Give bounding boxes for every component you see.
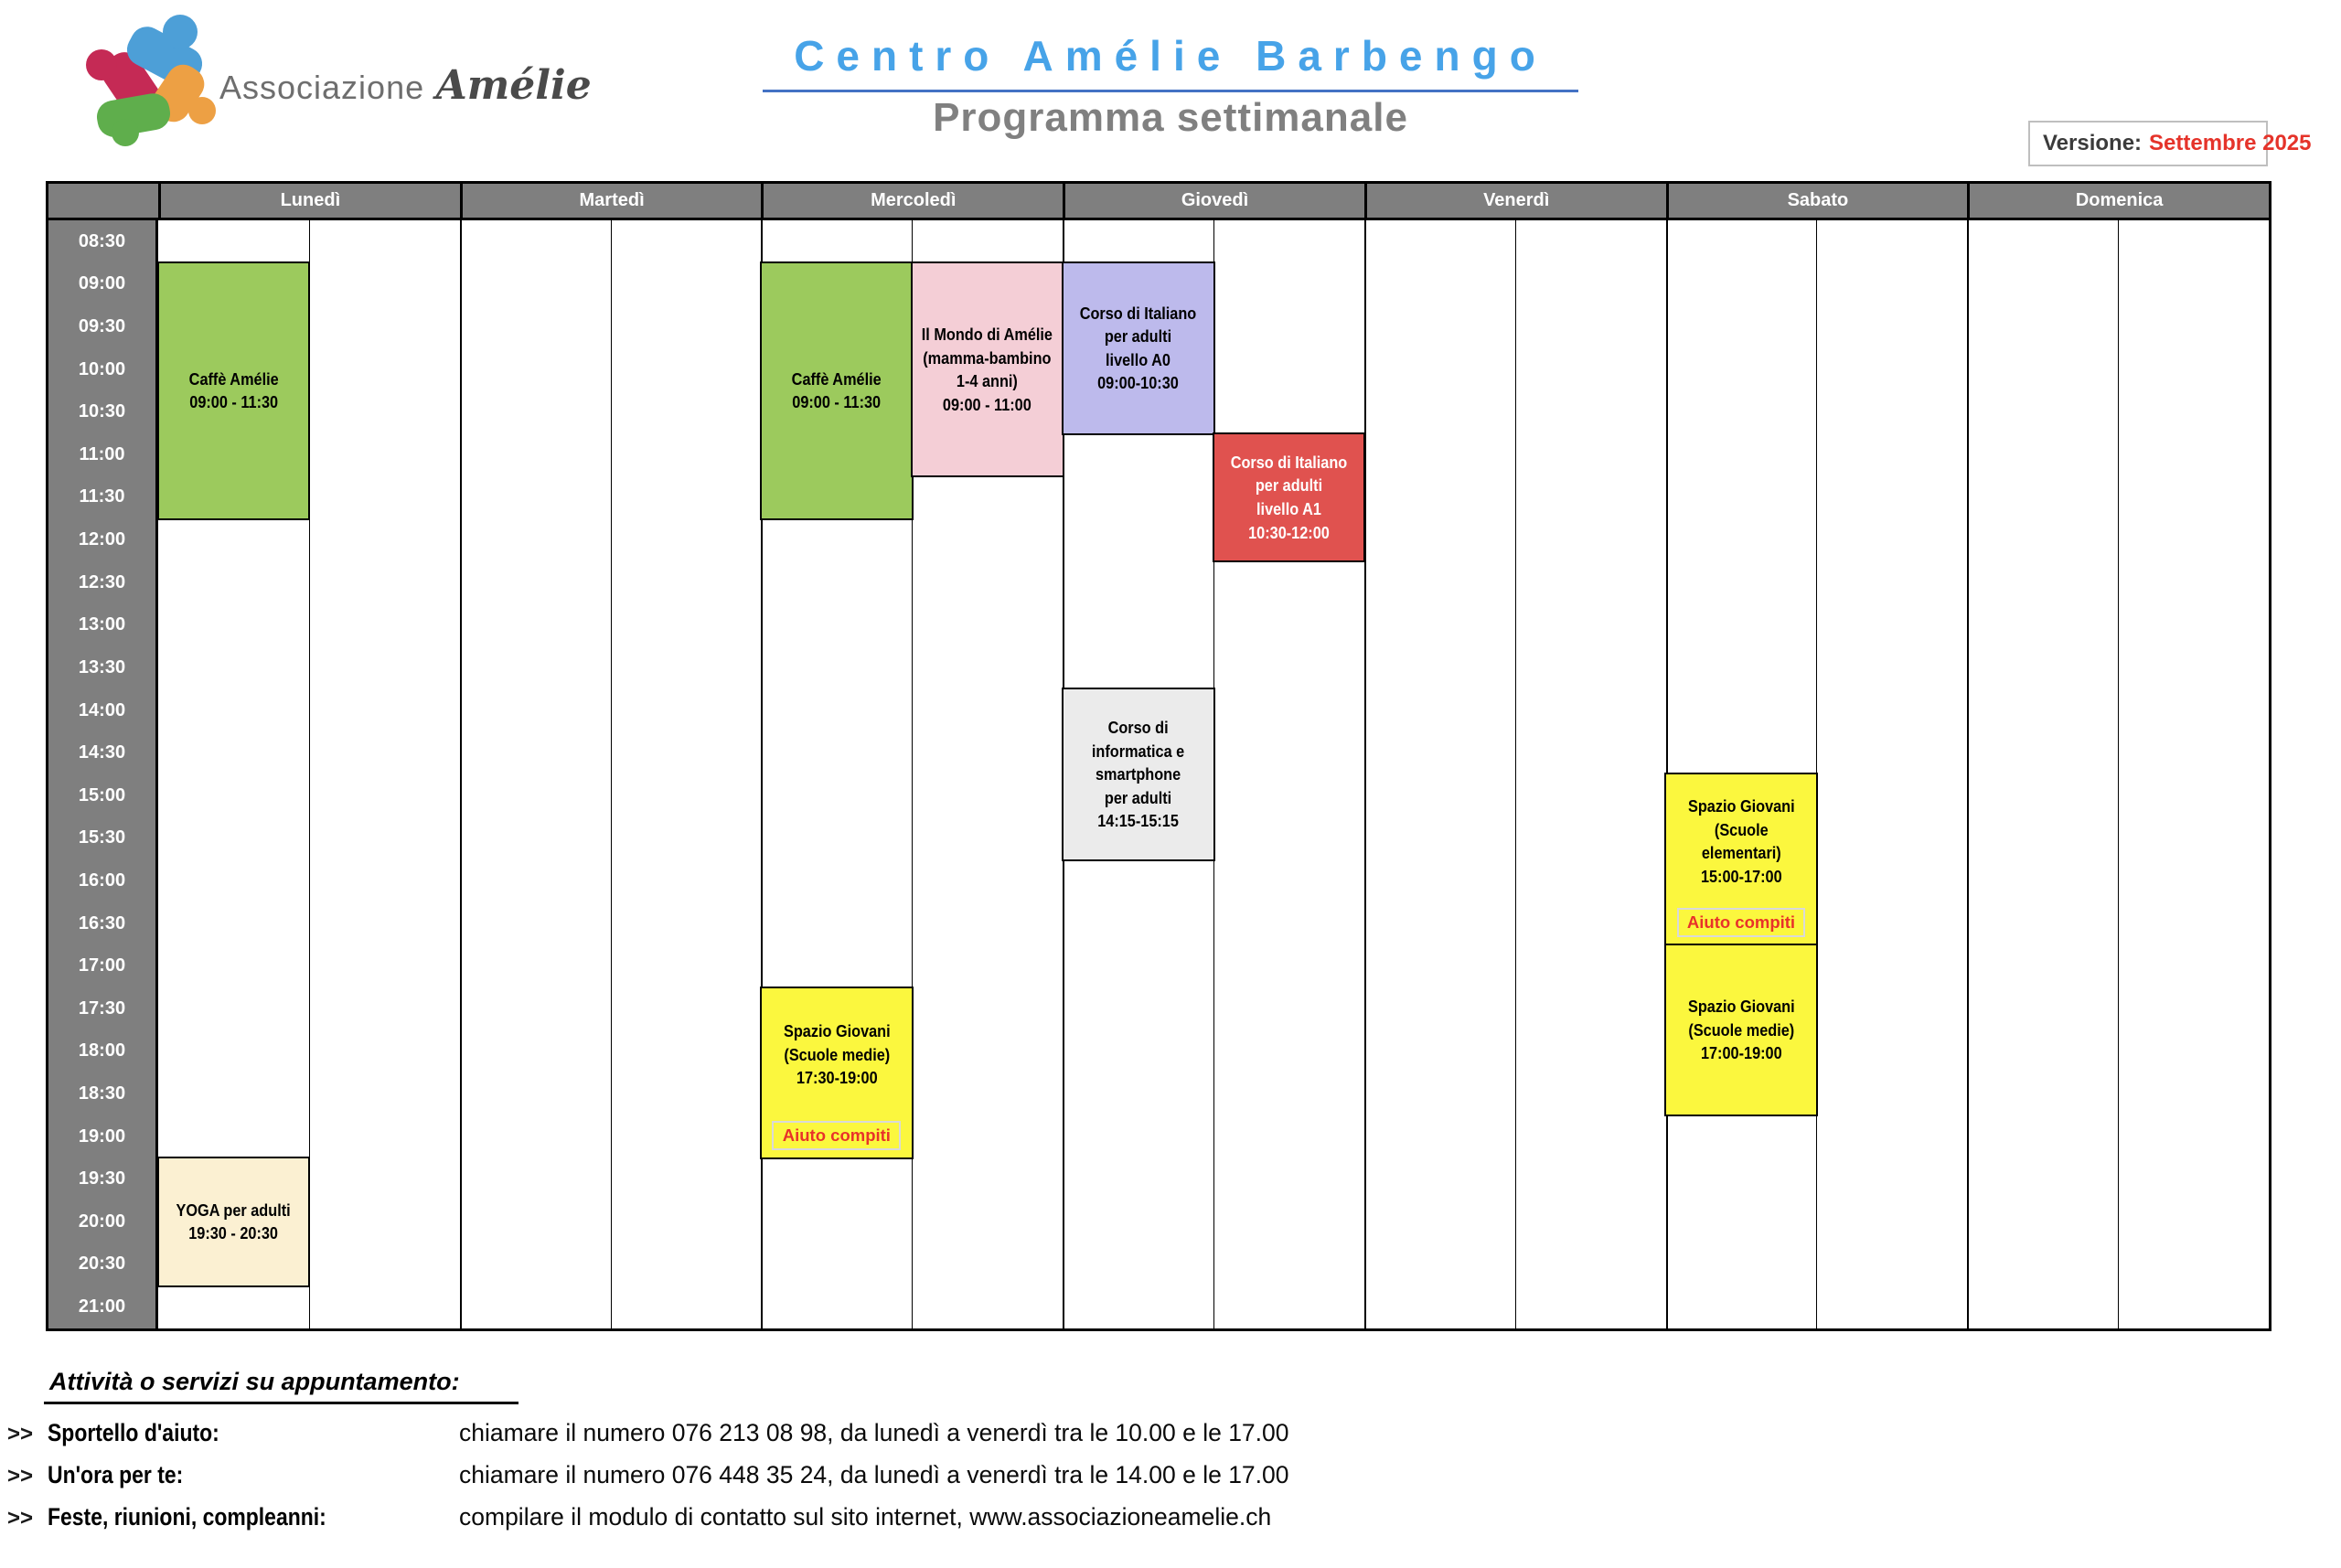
- day-boundary-line: [460, 220, 611, 1328]
- day-header-3: Mercoledì: [761, 184, 1063, 218]
- appointment-label: Un'ora per te:: [48, 1461, 184, 1488]
- event-text: Caffè Amélie 09:00 - 11:30: [188, 368, 279, 412]
- event-italiano-a0-giovedi: [1062, 261, 1215, 434]
- appointments-section: [7, 1368, 1470, 1545]
- event-informatica-giovedi: [1062, 688, 1215, 860]
- weekly-schedule-grid: [46, 181, 2272, 1331]
- day-boundary-line: [1967, 220, 2118, 1328]
- time-label: 17:30: [78, 997, 126, 1019]
- time-label: 09:00: [78, 273, 126, 294]
- event-text: Corso di informatica e smartphone per adulti 14:15-15:15: [1091, 718, 1185, 831]
- time-label: 08:30: [78, 230, 126, 251]
- time-label: 20:00: [78, 1211, 126, 1232]
- event-text: Il Mondo di Amélie (mamma-bambino 1-4 anni) 09:00 - 11:00: [922, 325, 1053, 414]
- appointments-rows: [7, 1419, 1470, 1531]
- page-subtitle: Programma settimanale: [933, 95, 1408, 140]
- time-label: 14:30: [78, 742, 126, 763]
- day-header-row: [48, 184, 2269, 220]
- brand-name-script: Amélie: [435, 62, 592, 109]
- day-mid-divider-line: [309, 220, 460, 1328]
- day-header-6: Sabato: [1666, 184, 1968, 218]
- version-label: Versione:: [2043, 131, 2143, 155]
- chevrons-icon: >>: [7, 1506, 34, 1531]
- time-label: 16:30: [78, 912, 126, 933]
- time-label: 19:00: [78, 1125, 126, 1147]
- time-column: [48, 220, 158, 1328]
- time-label: 11:30: [79, 486, 125, 507]
- time-label: 14:00: [78, 699, 126, 720]
- appointment-row-2: [7, 1461, 1470, 1489]
- page-title: Centro Amélie Barbengo: [763, 31, 1578, 92]
- event-text: Caffè Amélie 09:00 - 11:30: [791, 368, 882, 412]
- day-mid-divider-line: [1213, 220, 1364, 1328]
- event-caffe-amelie-mercoledi: [760, 261, 914, 520]
- day-header-7: Domenica: [1967, 184, 2269, 218]
- event-spazio-giovani-sabato-medie: [1664, 944, 1818, 1116]
- event-italiano-a1-giovedi: [1213, 432, 1366, 563]
- time-label: 18:00: [78, 1040, 126, 1061]
- time-label: 21:00: [78, 1296, 126, 1317]
- event-yoga-lunedi: [157, 1157, 311, 1287]
- time-label: 11:00: [79, 443, 125, 464]
- chevrons-icon: >>: [7, 1464, 34, 1488]
- time-label: 17:00: [78, 955, 126, 976]
- day-header-5: Venerdì: [1364, 184, 1666, 218]
- time-label: 10:00: [78, 358, 126, 379]
- aiuto-compiti-badge: Aiuto compiti: [1677, 908, 1806, 937]
- time-label: 12:30: [78, 571, 126, 592]
- event-text: Corso di Italiano per adulti livello A1 10:30-12:00: [1230, 452, 1348, 542]
- event-text: Spazio Giovani (Scuole medie) 17:30-19:00: [783, 1021, 891, 1088]
- event-text: YOGA per adulti 19:30 - 20:30: [176, 1200, 291, 1243]
- corner-cell: [48, 184, 158, 218]
- appointment-label: Sportello d'aiuto:: [48, 1419, 219, 1446]
- time-label: 09:30: [78, 316, 126, 337]
- day-header-4: Giovedì: [1063, 184, 1364, 218]
- time-label: 12:00: [78, 529, 126, 550]
- version-box: [2028, 121, 2312, 166]
- time-label: 18:30: [78, 1083, 126, 1104]
- version-value: Settembre 2025: [2149, 131, 2312, 155]
- time-label: 10:30: [78, 401, 126, 422]
- brand-name-regular: Associazione: [219, 69, 425, 106]
- day-header-2: Martedì: [460, 184, 762, 218]
- appointment-description: chiamare il numero 076 213 08 98, da lunedì a venerdì tra le 10.00 e le 17.00: [459, 1419, 1289, 1446]
- appointment-description: chiamare il numero 076 448 35 24, da lunedì a venerdì tra le 14.00 e le 17.00: [459, 1461, 1289, 1488]
- appointment-row-1: [7, 1419, 1470, 1447]
- grid-body: [48, 220, 2269, 1328]
- day-mid-divider-line: [1515, 220, 1666, 1328]
- event-spazio-giovani-sabato-elementari: [1664, 773, 1818, 945]
- event-caffe-amelie-lunedi: [157, 261, 311, 520]
- appointment-row-3: [7, 1503, 1470, 1531]
- day-mid-divider-line: [1816, 220, 1967, 1328]
- event-text: Corso di Italiano per adulti livello A0 09:00-10:30: [1079, 303, 1197, 393]
- event-mondo-di-amelie-mercoledi: [911, 261, 1064, 477]
- time-label: 20:30: [78, 1253, 126, 1275]
- time-label: 15:00: [78, 784, 126, 805]
- day-header-1: Lunedì: [158, 184, 460, 218]
- day-boundary-line: [1364, 220, 1515, 1328]
- appointment-label: Feste, riunioni, compleanni:: [48, 1503, 326, 1531]
- day-mid-divider-line: [611, 220, 762, 1328]
- event-spazio-giovani-mercoledi: [760, 987, 914, 1159]
- time-label: 13:00: [78, 614, 126, 635]
- time-label: 13:30: [78, 656, 126, 677]
- event-text: Spazio Giovani (Scuole elementari) 15:00-17:00: [1687, 796, 1795, 886]
- aiuto-compiti-badge: Aiuto compiti: [772, 1121, 901, 1150]
- appointment-description: compilare il modulo di contatto sul sito internet, www.associazioneamelie.ch: [459, 1503, 1272, 1531]
- chevrons-icon: >>: [7, 1422, 34, 1446]
- time-label: 15:30: [78, 827, 126, 848]
- time-label: 16:00: [78, 869, 126, 891]
- day-mid-divider-line: [2118, 220, 2269, 1328]
- time-label: 19:30: [78, 1168, 126, 1189]
- event-text: Spazio Giovani (Scuole medie) 17:00-19:00: [1687, 997, 1795, 1063]
- appointments-heading: Attività o servizi su appuntamento:: [44, 1368, 518, 1404]
